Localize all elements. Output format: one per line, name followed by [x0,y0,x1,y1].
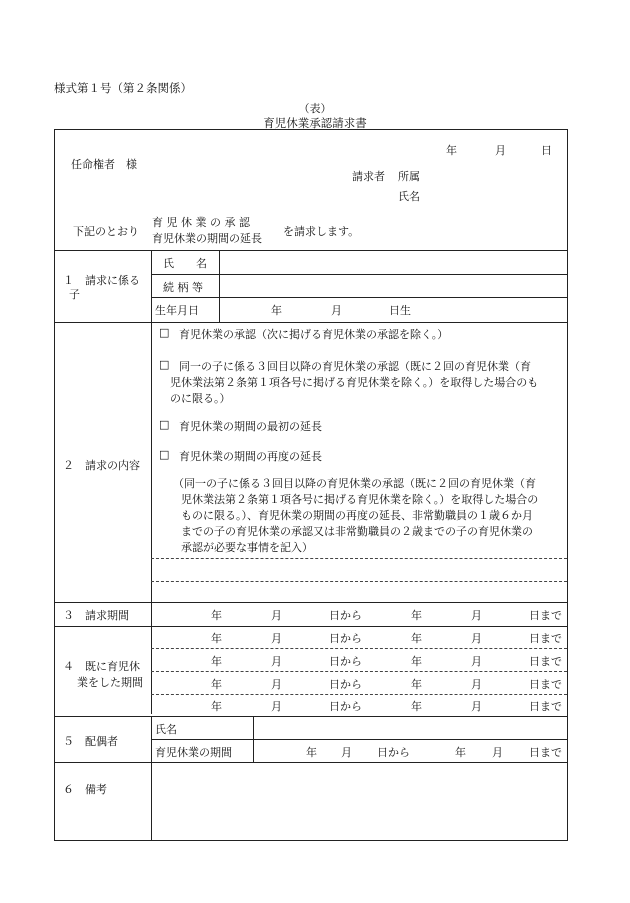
birth-month: 月 [331,304,342,317]
option-third-approval-3: のに限る。） [170,392,231,405]
prior-from: 日から [329,655,362,668]
intro-option-extension: 育児休業の期間の延長 [152,232,262,245]
spouse-month: 月 [341,746,352,759]
section6-label: ６ 備考 [63,783,107,796]
spouse-until: 日まで [529,746,562,759]
note-line-2: 児休業法第２条第１項各号に掲げる育児休業を除く。）を取得した場合の [181,493,539,506]
header-month: 月 [495,144,506,157]
prior-year-end: 年 [411,700,422,713]
option-approval: 育児休業の承認（次に掲げる育児休業の承認を除く。） [179,328,449,341]
period-month: 月 [271,609,282,622]
section3-label: ３ 請求期間 [63,609,129,622]
prior-month: 月 [271,632,282,645]
note-line-5: 承認が必要な事情を記入） [181,541,313,554]
checkbox-first-extension[interactable]: □ [159,418,170,431]
form-table [54,129,568,841]
prior-year-end: 年 [411,632,422,645]
header-day: 日 [541,144,552,157]
side-label: （表） [298,102,332,115]
prior-month-end: 月 [471,632,482,645]
child-name-label: 氏 名 [163,257,207,270]
spouse-month-end: 月 [492,746,503,759]
prior-month-end: 月 [471,678,482,691]
period-from: 日から [329,609,362,622]
prior-until: 日まで [529,655,562,668]
header-year: 年 [446,144,457,157]
checkbox-second-extension[interactable]: □ [159,448,170,461]
checkbox-third-approval[interactable]: □ [159,358,170,371]
child-relation-label: 続 柄 等 [163,281,203,294]
period-year: 年 [211,609,222,622]
section1-label: １ 請求に係る [63,274,140,287]
spouse-name-label: 氏名 [155,723,177,736]
prior-until: 日まで [529,678,562,691]
prior-year: 年 [211,655,222,668]
spouse-period-label: 育児休業の期間 [155,746,232,759]
prior-month-end: 月 [471,700,482,713]
spouse-year: 年 [306,746,317,759]
prior-year: 年 [211,632,222,645]
period-month-end: 月 [471,609,482,622]
prior-month: 月 [271,678,282,691]
spouse-year-end: 年 [455,746,466,759]
affiliation-label: 所属 [398,170,420,183]
birth-day: 日生 [389,304,411,317]
period-year-end: 年 [411,609,422,622]
spouse-from: 日から [377,746,410,759]
note-line-4: までの子の育児休業の承認又は非常勤職員の２歳までの子の育児休業の [181,525,533,538]
child-birth-label: 生年月日 [155,304,199,317]
prior-month: 月 [271,700,282,713]
intro-prefix: 下記のとおり [73,225,139,238]
prior-month: 月 [271,655,282,668]
intro-suffix: を請求します。 [283,225,360,238]
section4-label: ４ 既に育児休 [63,660,140,673]
prior-month-end: 月 [471,655,482,668]
section4-label-2: 業をした期間 [77,676,143,689]
checkbox-approval[interactable]: □ [159,326,170,339]
prior-year: 年 [211,700,222,713]
prior-from: 日から [329,678,362,691]
form-title: 育児休業承認請求書 [263,116,367,130]
intro-option-approval: 育 児 休 業 の 承 認 [152,216,250,229]
prior-until: 日まで [529,700,562,713]
note-line-3: ものに限る。）、育児休業の期間の再度の延長、非常勤職員の１歳６か月 [181,509,533,522]
prior-year: 年 [211,678,222,691]
prior-year-end: 年 [411,678,422,691]
addressee: 任命権者 様 [71,158,137,171]
option-third-approval: 同一の子に係る３回目以降の育児休業の承認（既に２回の育児休業（育 [179,360,531,373]
option-second-extension: 育児休業の期間の再度の延長 [179,450,322,463]
section1-label-2: 子 [69,288,80,301]
name-label: 氏名 [398,190,420,203]
form-number: 様式第１号（第２条関係） [54,81,192,95]
note-line-1: （同一の子に係る３回目以降の育児休業の承認（既に２回の育児休業（育 [173,477,536,490]
prior-year-end: 年 [411,655,422,668]
prior-from: 日から [329,700,362,713]
section5-label: ５ 配偶者 [63,735,118,748]
section2-label: ２ 請求の内容 [63,459,140,472]
option-third-approval-2: 児休業法第２条第１項各号に掲げる育児休業を除く。）を取得した場合のも [170,376,539,389]
period-until: 日まで [529,609,562,622]
prior-until: 日まで [529,632,562,645]
birth-year: 年 [271,304,282,317]
prior-from: 日から [329,632,362,645]
option-first-extension: 育児休業の期間の最初の延長 [179,420,322,433]
requester-label: 請求者 [352,170,385,183]
